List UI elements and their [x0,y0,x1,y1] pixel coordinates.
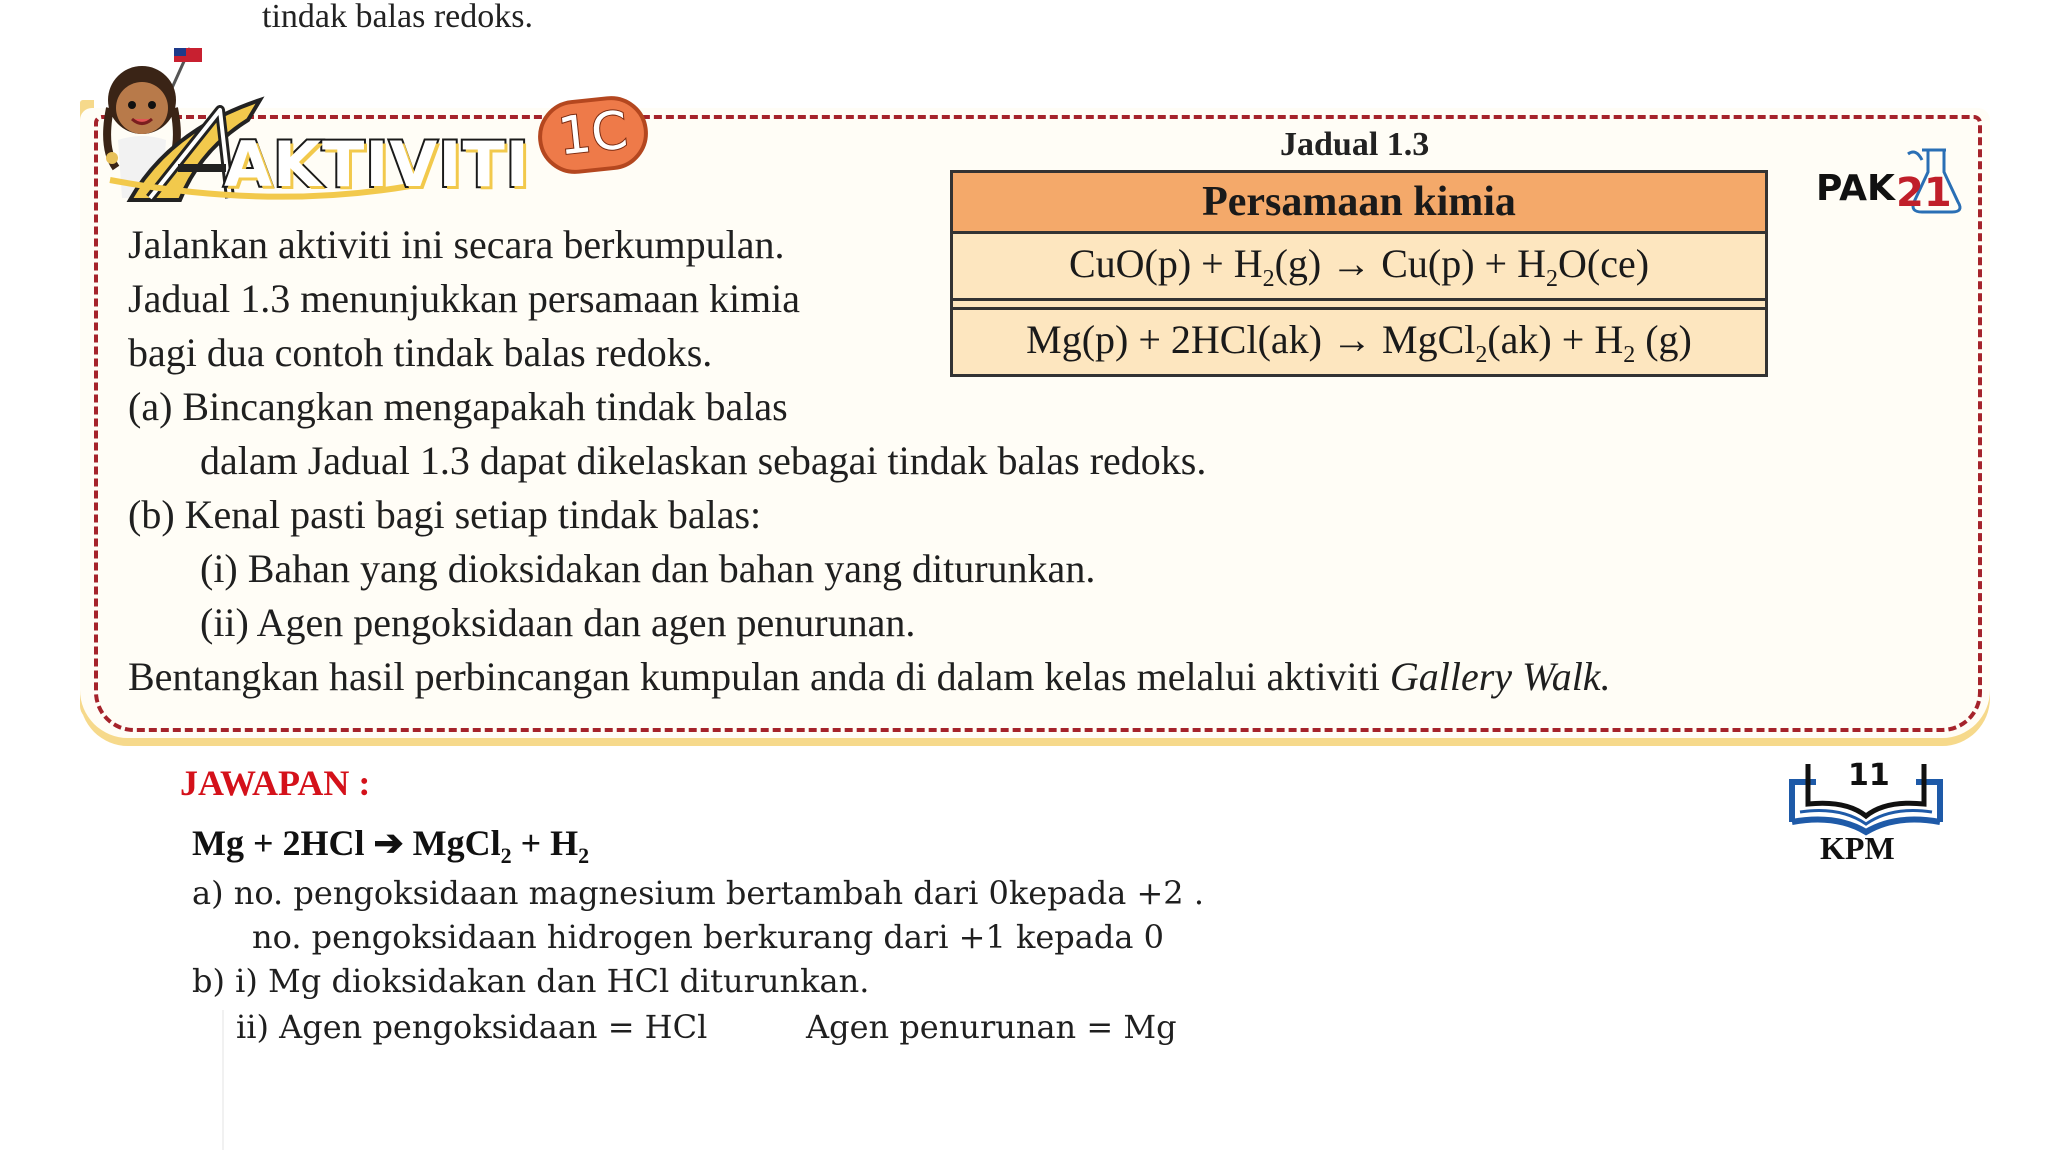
instruction-question-b: (b) Kenal pasti bagi setiap tindak balas: [128,492,762,537]
table-row-equation-1: $CuO(p) + H_2(g) \to Cu(p) + H_2O(ce)$ [952,233,1767,300]
instruction-question-b-i: (i) Bahan yang dioksidakan dan bahan yang diturunkan. [200,546,1096,591]
table-header: Persamaan kimia [952,172,1767,233]
instruction-final-line: Bentangkan hasil perbincangan kumpulan anda di dalam kelas melalui aktiviti Gallery Walk. [128,654,1611,699]
kpm-page-number: 11 [1848,758,1890,793]
instruction-line: Jalankan aktiviti ini secara berkumpulan. [128,222,785,267]
pak-label: PAK [1816,168,1895,209]
pak-number: 21 [1896,170,1952,216]
instruction-question-b-ii: (ii) Agen pengoksidaan dan agen penurunan. [200,600,916,645]
instruction-question-a-cont: dalam Jadual 1.3 dapat dikelaskan sebagai tindak balas redoks. [200,438,1207,483]
previous-text: tindak balas redoks. [262,0,533,35]
answer-line-a1: a) no. pengoksidaan magnesium bertambah dari 0kepada +2 . [192,874,1204,912]
previous-text-fragment [262,0,642,42]
answer-equation: Mg + 2HCl ➔ MgCl$_2$ + $H_2$ [192,823,590,869]
instruction-line: Jadual 1.3 menunjukkan persamaan kimia [128,276,801,321]
activity-title: AKTIVITI [224,128,530,201]
answer-line-a2: no. pengoksidaan hidrogen berkurang dari +1 kepada 0 [252,918,1164,956]
divider [222,1010,224,1150]
kpm-label: KPM [1820,830,1895,866]
table-row-equation-2: Mg(p) + 2HCl(ak) → MgCl$_2$(ak) + $H_2$ (g) [952,309,1767,376]
answer-heading: JAWAPAN : [180,763,371,803]
instruction-question-a: (a) Bincangkan mengapakah tindak balas [128,384,788,429]
activity-code-badge: 1C [534,92,651,177]
table-row-spacer [952,300,1767,309]
answer-line-b1: b) i) Mg dioksidakan dan HCl diturunkan. [192,962,870,1000]
instruction-line: bagi dua contoh tindak balas redoks. [128,330,713,375]
chemical-equation-table [950,170,1768,377]
table-caption: Jadual 1.3 [1280,126,1430,163]
answer-line-b2-oxidising: ii) Agen pengoksidaan = HCl [236,1008,708,1046]
answer-line-b2-reducing: Agen penurunan = Mg [806,1008,1177,1046]
